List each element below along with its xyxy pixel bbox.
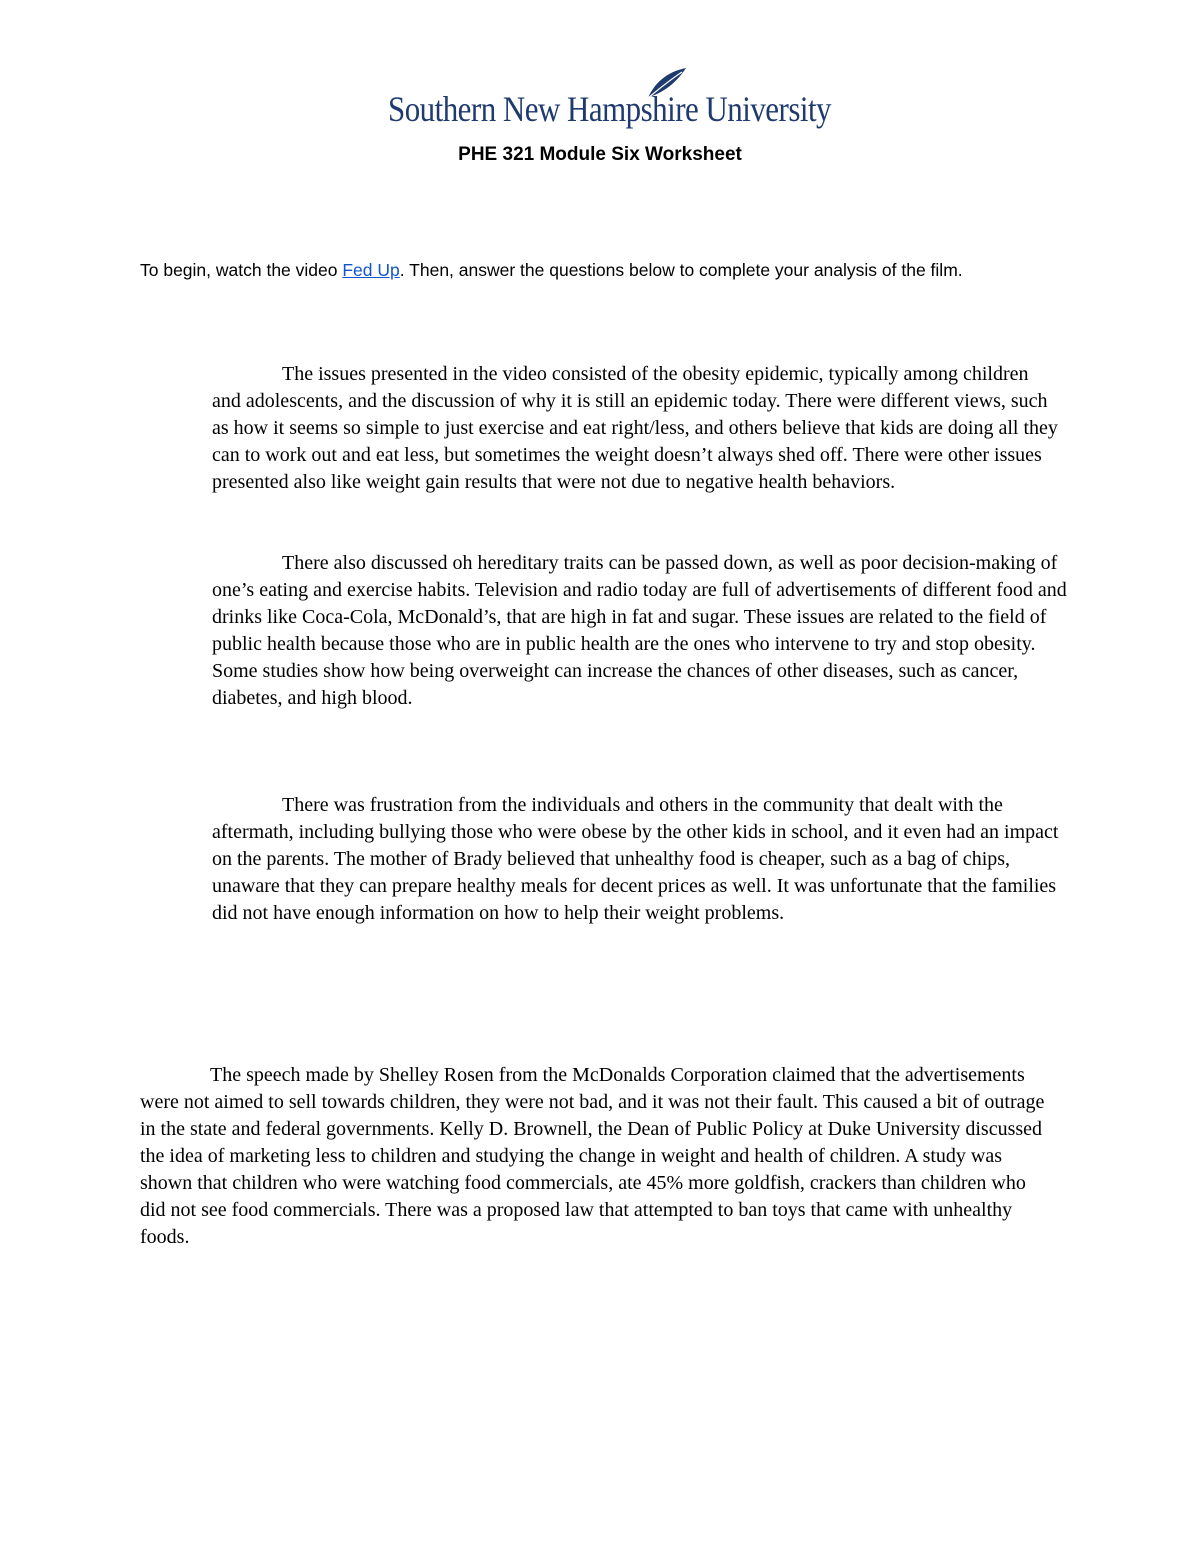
- intro-text-after: . Then, answer the questions below to complete your analysis of the film.: [399, 260, 963, 280]
- answer-paragraph-4: The speech made by Shelley Rosen from the McDonalds Corporation claimed that the advertisements were not aimed to sell towards children, they were not bad, and it was not their fault. This caused a bit of outrage in the state and federal governments. Kelly D. Brownell, the Dean of Public Policy at Duke University discussed the idea of marketing less to children and studying the change in weight and health of children. A study was shown that children who were watching food commercials, ate 45% more goldfish, crackers than children who did not see food commercials. There was a proposed law that attempted to ban toys that came with unhealthy foods.: [140, 1064, 1045, 1248]
- page-title: PHE 321 Module Six Worksheet: [458, 144, 742, 165]
- intro-instructions: [140, 257, 1040, 283]
- answer-paragraph-1: The issues presented in the video consisted of the obesity epidemic, typically among children and adolescents, and the discussion of why it is still an epidemic today. There were different views, such as how it seems so simple to just exercise and eat right/less, and others believe that kids are doing all they can to work out and eat less, but sometimes the weight doesn’t always shed off. There were other issues presented also like weight gain results that were not due to negative health behaviors.: [212, 363, 1058, 493]
- answer-paragraph-2: There also discussed oh hereditary traits can be passed down, as well as poor decision-making of one’s eating and exercise habits. Television and radio today are full of advertisements of different food and drinks like Coca-Cola, McDonald’s, that are high in fat and sugar. These issues are related to the field of public health because those who are in public health are the ones who intervene to try and stop obesity. Some studies show how being overweight can increase the chances of other diseases, such as cancer, diabetes, and high blood.: [212, 552, 1067, 709]
- answer-paragraph-3: There was frustration from the individuals and others in the community that dealt with the aftermath, including bullying those who were obese by the other kids in school, and it even had an impact on the parents. The mother of Brady believed that unhealthy food is cheaper, such as a bag of chips, unaware that they can prepare healthy meals for decent prices as well. It was unfortunate that the families did not have enough information on how to help their weight problems.: [212, 794, 1059, 924]
- fed-up-video-link[interactable]: Fed Up: [342, 260, 400, 280]
- intro-text-before: To begin, watch the video: [140, 260, 343, 280]
- university-logo: [388, 66, 831, 138]
- logo-wordmark: Southern New Hampshire University: [388, 89, 831, 129]
